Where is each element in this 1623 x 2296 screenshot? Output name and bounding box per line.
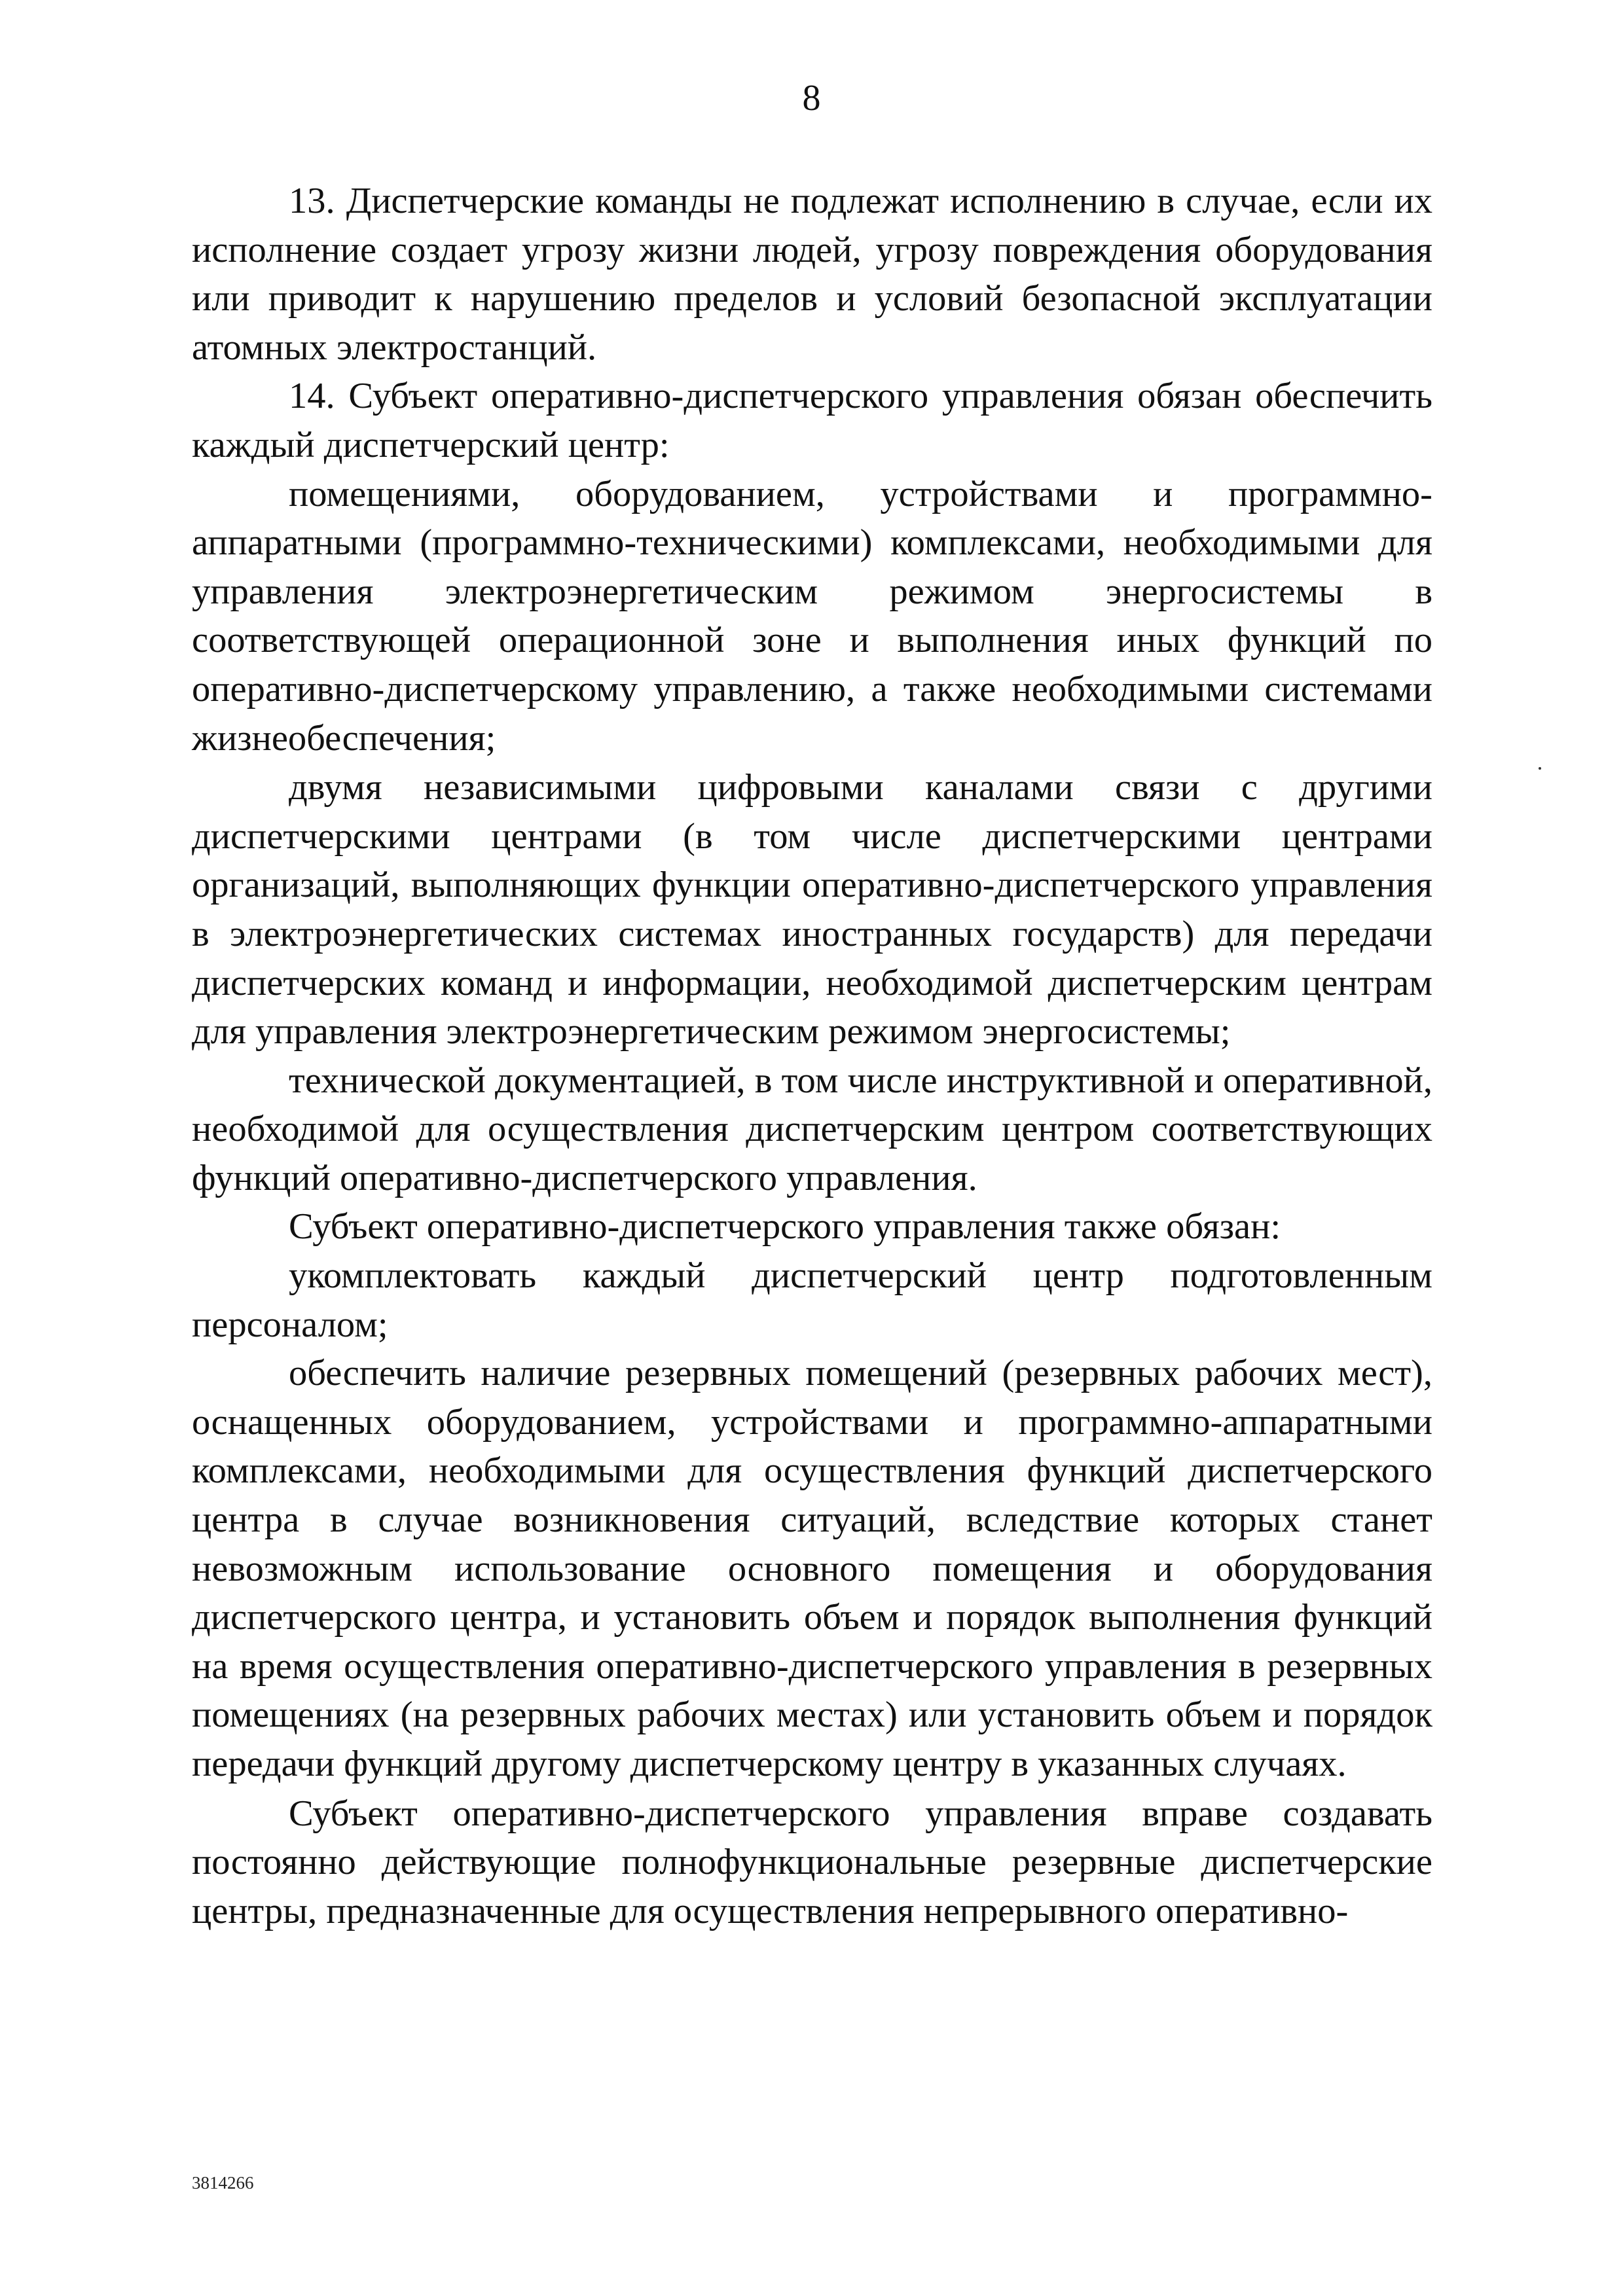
document-body	[192, 177, 1432, 1935]
paragraph-also-obliged: Субъект оперативно-диспетчерского управления также обязан:	[289, 1206, 1281, 1247]
scan-speck	[1539, 767, 1541, 770]
paragraph-13: 13. Диспетчерские команды не подлежат исполнению в случае, если их исполнение создает угрозу жизни людей, угрозу повреждения оборудования или приводит к нарушению пределов и условий безопасной эксплуатации атомных электростанций.	[192, 181, 1432, 368]
page-number: 8	[802, 78, 821, 118]
list-item-channels: двумя независимыми цифровыми каналами связи с другими диспетчерскими центрами (в том числе диспетчерскими центрами организаций, выполняющих функции оперативно-диспетчерского управления в электроэнергетических системах иностранных государств) для передачи диспетчерских команд и информации, необходимой диспетчерским центрам для управления электроэнергетическим режимом энергосистемы;	[192, 767, 1432, 1052]
list-item-reserve: обеспечить наличие резервных помещений (резервных рабочих мест), оснащенных оборудованием, устройствами и программно-аппаратными комплексами, необходимыми для осуществления функций диспетчерского центра в случае возникновения ситуаций, вследствие которых станет невозможным использование основного помещения и оборудования диспетчерского центра, и установить объем и порядок выполнения функций на время осуществления оперативно-диспетчерского управления в резервных помещениях (на резервных рабочих местах) или установить объем и порядок передачи функций другому диспетчерскому центру в указанных случаях.	[192, 1353, 1432, 1784]
paragraph-reserve-centers: Субъект оперативно-диспетчерского управления вправе создавать постоянно действующие полнофункциональные резервные диспетчерские центры, предназначенные для осуществления непрерывного оперативно-	[192, 1793, 1432, 1931]
document-code: 3814266	[192, 2173, 254, 2193]
list-item-premises: помещениями, оборудованием, устройствами и программно-аппаратными (программно-техническими) комплексами, необходимыми для управления электроэнергетическим режимом энергосистемы в соответствующей операционной зоне и выполнения иных функций по оперативно-диспетчерскому управлению, а также необходимыми системами жизнеобеспечения;	[192, 473, 1432, 759]
list-item-documentation: технической документацией, в том числе инструктивной и оперативной, необходимой для осуществления диспетчерским центром соответствующих функций оперативно-диспетчерского управления.	[192, 1060, 1432, 1198]
list-item-staff: укомплектовать каждый диспетчерский центр подготовленным персоналом;	[192, 1255, 1432, 1345]
paragraph-14: 14. Субъект оперативно-диспетчерского управления обязан обеспечить каждый диспетчерский центр:	[192, 376, 1432, 465]
